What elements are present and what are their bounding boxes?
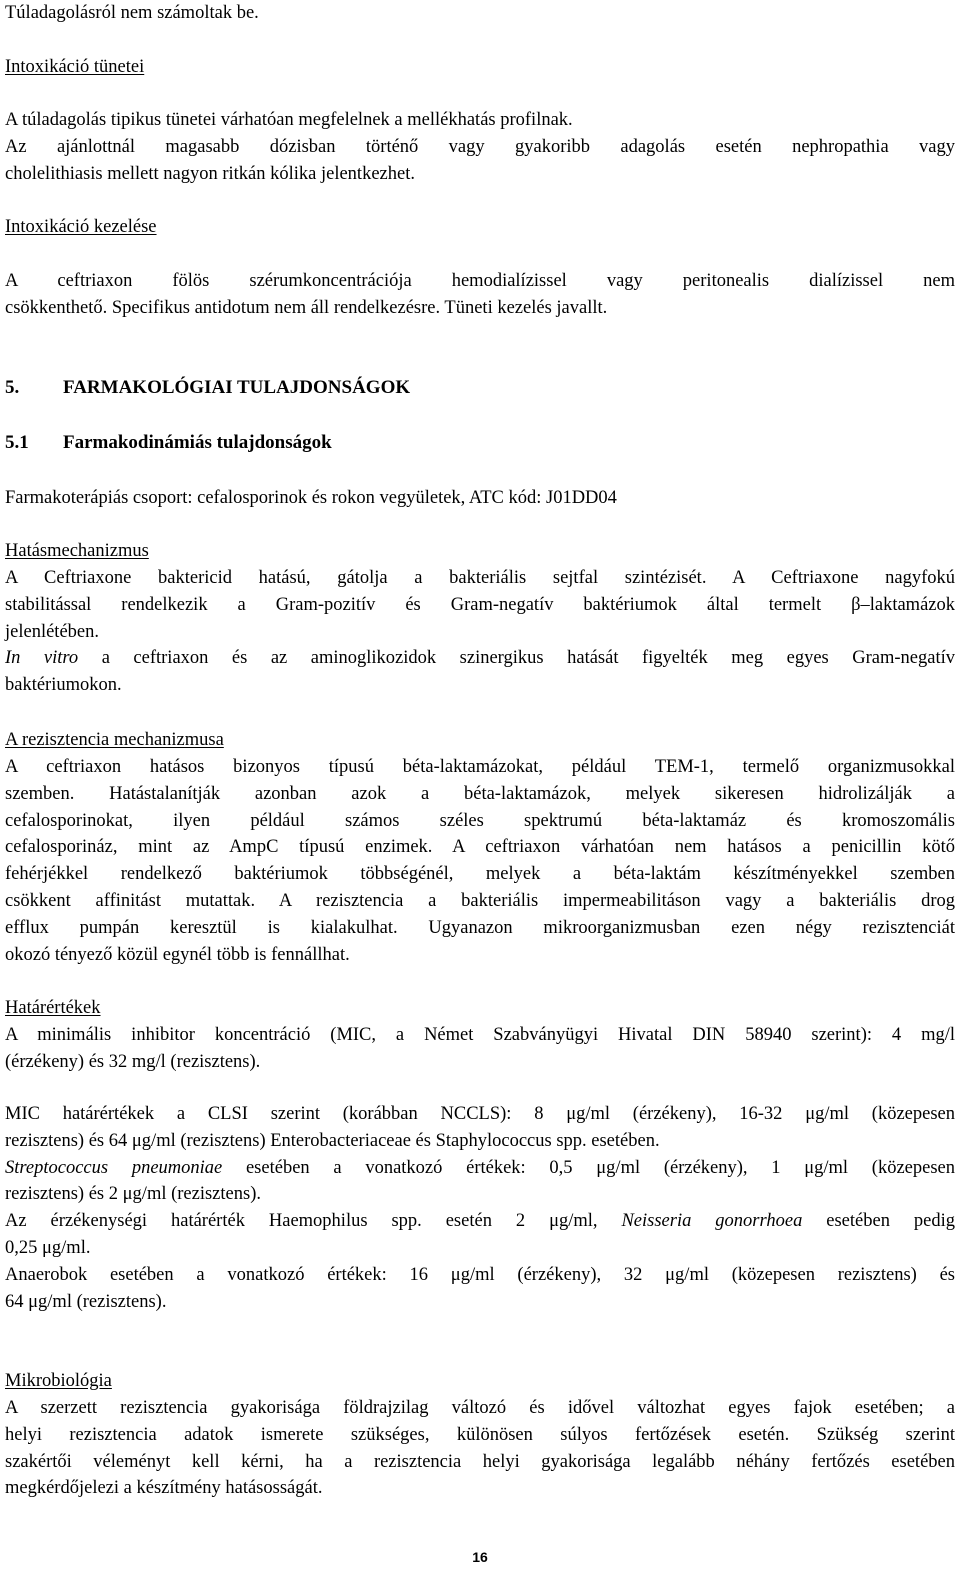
text-line: A minimális inhibitor koncentráció (MIC, a Német Szabványügyi Hivatal DIN 58940 szerint): 4 mg/l xyxy=(5,1025,955,1045)
text-line: cefalosporináz, mint az AmpC típusú enzimek. A ceftriaxon várhatóan nem hatásos a penicillin kötő xyxy=(5,837,955,858)
text-line: A Ceftriaxone baktericid hatású, gátolja a bakteriális sejtfal szintézisét. A Ceftriaxone nagyfokú xyxy=(5,568,955,588)
text-line xyxy=(5,645,955,672)
text-line: csökkenthető. Specifikus antidotum nem áll rendelkezésre. Tüneti kezelés javallt. xyxy=(5,297,608,318)
section-title: FARMAKOLÓGIAI TULAJDONSÁGOK xyxy=(63,377,411,398)
mechanism-paragraph xyxy=(5,565,955,699)
text-line: csökkent affinitást mutattak. A rezisztencia a bakteriális impermeabilitáson vagy a bakteriális drog xyxy=(5,890,955,911)
text-line: jelenlétében. xyxy=(5,621,99,642)
microbiology-paragraph xyxy=(5,1395,955,1502)
text-line: efflux pumpán keresztül is kialakulhat. Ugyanazon mikroorganizmusban ezen négy rezisztenciát xyxy=(5,917,955,938)
section-title: Farmakodinámiás tulajdonságok xyxy=(63,432,332,453)
text-span: esetében a vonatkozó értékek: 0,5 μg/ml (érzékeny), 1 μg/ml (közepesen xyxy=(222,1157,955,1178)
italic-term: Neisseria gonorrhoea xyxy=(621,1211,803,1232)
text-line: helyi rezisztencia adatok ismerete szükséges, különösen súlyos fertőzések esetén. Szükség szerint xyxy=(5,1424,955,1445)
mechanism-heading: Hatásmechanizmus xyxy=(5,541,149,561)
text-line: megkérdőjelezi a készítmény hatásosságát. xyxy=(5,1478,323,1499)
breakpoints-paragraph xyxy=(5,1022,955,1076)
section-number: 5. xyxy=(5,377,20,398)
text-line: szemben. Hatástalanítják azonban azok a béta-laktamázok, melyek sikeresen hidrolizálják a xyxy=(5,783,955,804)
text-line: MIC határértékek a CLSI szerint (korábban NCCLS): 8 μg/ml (érzékeny), 16-32 μg/ml (közepesen xyxy=(5,1104,955,1124)
text-line: Az ajánlottnál magasabb dózisban történő vagy gyakoribb adagolás esetén nephropathia vagy xyxy=(5,136,955,157)
text-line: A szerzett rezisztencia gyakorisága földrajzilag változó és idővel változhat egyes fajok esetében; a xyxy=(5,1398,955,1418)
text-line: A túladagolás tipikus tünetei várhatóan megfelelnek a mellékhatás profilnak. xyxy=(5,110,573,130)
text-line: rezisztens) és 64 μg/ml (rezisztens) Enterobacteriaceae és Staphylococcus spp. esetében. xyxy=(5,1130,660,1151)
italic-term: In vitro xyxy=(5,648,79,669)
intox-treatment-paragraph xyxy=(5,268,955,322)
text-line: szakértői véleményt kell kérni, ha a rezisztencia helyi gyakorisága legalább néhány fertőzés esetében xyxy=(5,1451,955,1472)
text-line: rezisztens) és 2 μg/ml (rezisztens). xyxy=(5,1184,261,1205)
section-5-1-heading xyxy=(5,430,955,457)
breakpoints-heading: Határértékek xyxy=(5,998,101,1018)
text-line: 0,25 μg/ml. xyxy=(5,1237,91,1258)
intox-symptoms-heading: Intoxikáció tünetei xyxy=(5,57,145,77)
section-number: 5.1 xyxy=(5,432,29,453)
text-span: a ceftriaxon és az aminoglikozidok szinergikus hatását figyelték meg egyes Gram-negatív xyxy=(78,648,955,669)
text-line: fehérjékkel rendelkező baktériumok többségénél, melyek a béta-laktám készítményekkel szemben xyxy=(5,864,955,885)
overdose-note: Túladagolásról nem számoltak be. xyxy=(5,3,259,23)
pharmacotherapeutic-group: Farmakoterápiás csoport: cefalosporinok és rokon vegyületek, ATC kód: J01DD04 xyxy=(5,488,617,508)
resistance-paragraph xyxy=(5,754,955,968)
text-span: esetében pedig xyxy=(802,1211,955,1232)
intox-treatment-heading: Intoxikáció kezelése xyxy=(5,217,157,237)
text-line: cefalosporinokat, ilyen például számos széles spektrumú béta-laktamáz és kromoszomális xyxy=(5,810,955,831)
text-line xyxy=(5,1208,955,1235)
section-5-heading xyxy=(5,375,955,402)
text-line: okozó tényező közül egynél több is fennállhat. xyxy=(5,944,350,965)
text-span: Az érzékenységi határérték Haemophilus spp. esetén 2 μg/ml, xyxy=(5,1211,622,1232)
resistance-heading: A rezisztencia mechanizmusa xyxy=(5,730,224,750)
text-line: A ceftriaxon fölös szérumkoncentrációja hemodialízissel vagy peritonealis dialízissel nem xyxy=(5,271,955,291)
text-line: baktériumokon. xyxy=(5,675,122,696)
page-number: 16 xyxy=(472,1549,488,1565)
text-line: cholelithiasis mellett nagyon ritkán kólika jelentkezhet. xyxy=(5,163,415,184)
text-line: stabilitással rendelkezik a Gram-pozitív és Gram-negatív baktériumok által termelt β–laktamázok xyxy=(5,594,955,615)
microbiology-heading: Mikrobiológia xyxy=(5,1371,112,1391)
mic-paragraph xyxy=(5,1101,955,1315)
italic-term: Streptococcus pneumoniae xyxy=(5,1157,223,1178)
text-line: 64 μg/ml (rezisztens). xyxy=(5,1291,167,1312)
text-line: A ceftriaxon hatásos bizonyos típusú béta-laktamázokat, például TEM-1, termelő organizmusokkal xyxy=(5,757,955,777)
intox-symptoms-paragraph xyxy=(5,107,955,187)
text-line: (érzékeny) és 32 mg/l (rezisztens). xyxy=(5,1051,261,1072)
text-line xyxy=(5,1155,955,1182)
text-line: Anaerobok esetében a vonatkozó értékek: 16 μg/ml (érzékeny), 32 μg/ml (közepesen rezisztens) és xyxy=(5,1264,955,1285)
